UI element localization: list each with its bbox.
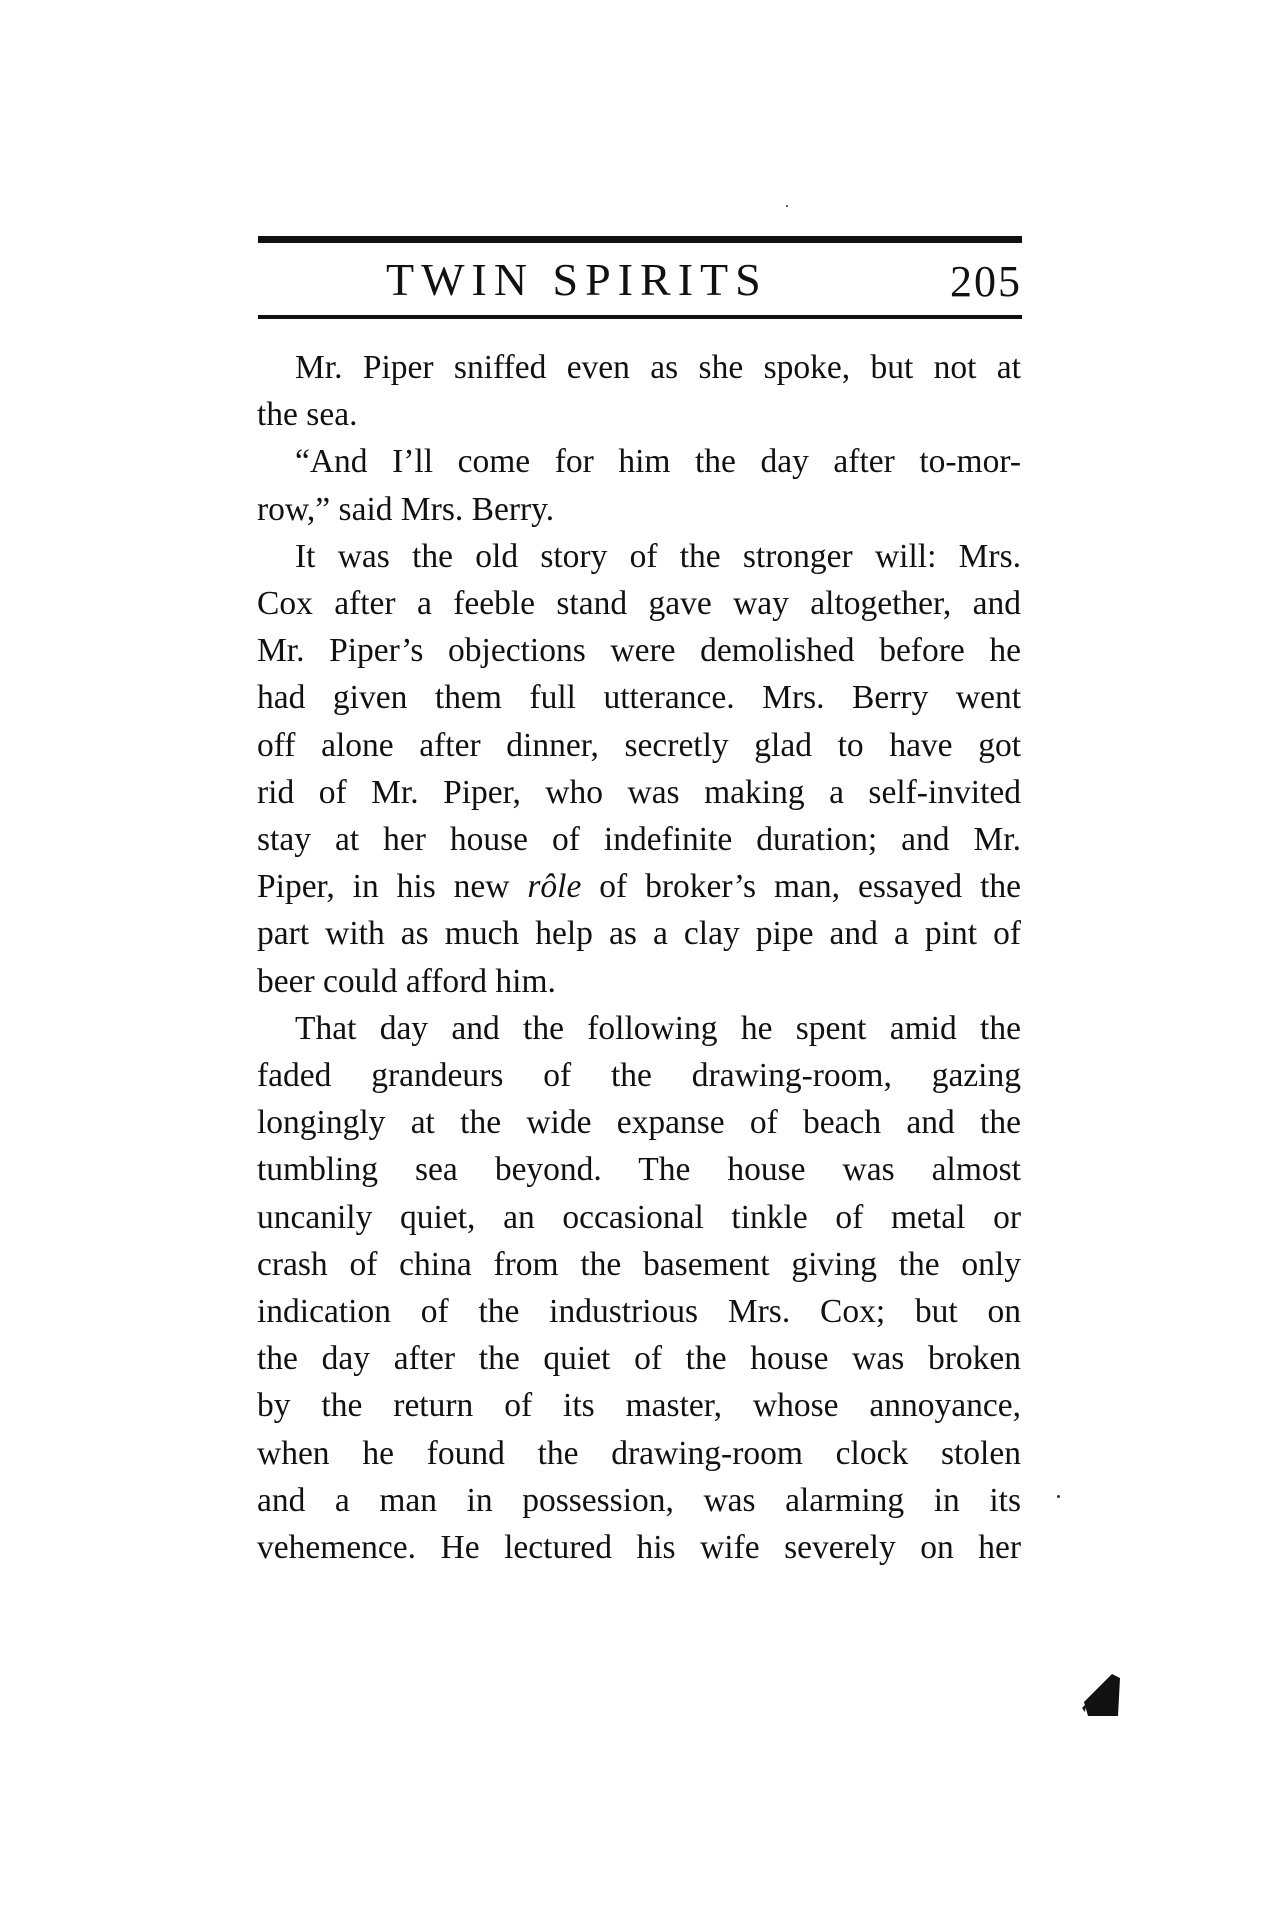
text-line: when he found the drawing-room clock stolen — [257, 1434, 1021, 1472]
text-line: rid of Mr. Piper, who was making a self-invited — [257, 773, 1021, 811]
header-rule-top — [258, 236, 1022, 243]
text-line: and a man in possession, was alarming in its — [257, 1481, 1021, 1519]
paragraph — [257, 533, 1021, 1005]
text-line: faded grandeurs of the drawing-room, gazing — [257, 1057, 1021, 1095]
text-line: by the return of its master, whose annoyance, — [257, 1387, 1021, 1425]
ink-blot-mark — [1082, 1672, 1122, 1718]
paragraph — [257, 344, 1021, 438]
text-line: “And I’ll come for him the day after to-mor- — [295, 443, 1021, 481]
page-number: 205 — [950, 257, 1022, 306]
text-line: crash of china from the basement giving the only — [257, 1245, 1021, 1283]
header-rule-bottom — [258, 315, 1022, 319]
text-line: uncanily quiet, an occasional tinkle of metal or — [257, 1198, 1021, 1236]
text-line: Mr. Piper’s objections were demolished before he — [257, 632, 1021, 670]
text-line: That day and the following he spent amid the — [295, 1009, 1021, 1047]
speck-mark — [786, 205, 788, 207]
text-line: part with as much help as a clay pipe and a pint of — [257, 915, 1021, 953]
paragraph — [257, 1005, 1021, 1571]
speck-mark — [1057, 1495, 1060, 1498]
text-line: had given them full utterance. Mrs. Berry went — [257, 679, 1021, 717]
running-title: TWIN SPIRITS — [386, 254, 768, 305]
text-line: the sea. — [257, 396, 358, 434]
text-line: vehemence. He lectured his wife severely on her — [257, 1529, 1021, 1567]
text-line: indication of the industrious Mrs. Cox; but on — [257, 1293, 1021, 1331]
text-line: beer could afford him. — [257, 962, 556, 1000]
text-line: off alone after dinner, secretly glad to have got — [257, 726, 1021, 764]
text-line: It was the old story of the stronger will: Mrs. — [295, 537, 1021, 575]
text-line: tumbling sea beyond. The house was almost — [257, 1151, 1021, 1189]
text-line-with-italic: Piper, in his new rôle of broker’s man, essayed the — [257, 868, 1021, 906]
text-line: longingly at the wide expanse of beach and the — [257, 1104, 1021, 1142]
text-line: row,” said Mrs. Berry. — [257, 490, 555, 528]
text-line: Mr. Piper sniffed even as she spoke, but not at — [295, 349, 1021, 386]
paragraph — [257, 438, 1021, 532]
body-text — [257, 344, 1021, 1571]
text-line: Cox after a feeble stand gave way altogether, and — [257, 585, 1021, 623]
running-head — [258, 250, 1022, 312]
text-line: the day after the quiet of the house was broken — [257, 1340, 1021, 1378]
text-line: stay at her house of indefinite duration; and Mr. — [257, 821, 1021, 859]
